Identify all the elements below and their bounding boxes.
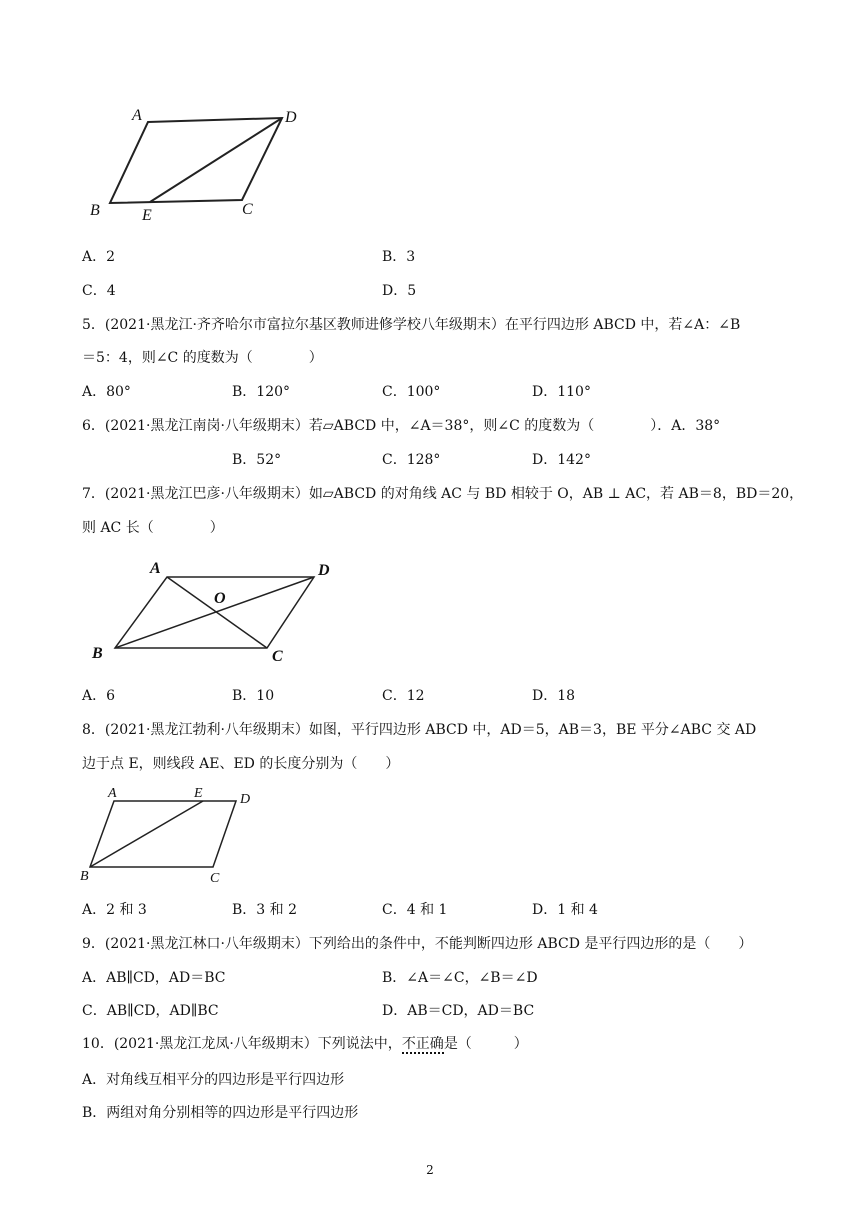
q4-option-d[interactable]: D．5	[382, 283, 417, 299]
q8-parallelogram-figure	[78, 783, 268, 888]
q5-option-d[interactable]: D．110°	[532, 384, 591, 400]
q8-label-b: B	[80, 869, 89, 884]
q8-label-e: E	[194, 786, 203, 801]
q7-parallelogram-figure	[82, 555, 352, 670]
q8-label-a: A	[108, 786, 117, 801]
q8-label-c: C	[210, 871, 220, 886]
q6-option-d[interactable]: D．142°	[532, 452, 591, 468]
page-number: 2	[426, 1163, 434, 1177]
q4-option-b[interactable]: B．3	[382, 249, 416, 265]
q5-stem-line1: 5．(2021·黑龙江·齐齐哈尔市富拉尔基区教师进修学校八年级期末）在平行四边形 ABCD 中，若∠A：∠B	[82, 317, 741, 333]
q7-label-a: A	[150, 560, 161, 577]
q4-label-b: B	[90, 202, 100, 219]
q7-label-c: C	[272, 648, 283, 665]
q4-option-c[interactable]: C．4	[82, 283, 116, 299]
q7-label-b: B	[92, 645, 103, 662]
q10-option-a[interactable]: A．对角线互相平分的四边形是平行四边形	[82, 1072, 345, 1088]
q7-option-d[interactable]: D．18	[532, 688, 576, 704]
q10-stem-line1	[82, 1035, 528, 1053]
q9-stem-line1: 9．(2021·黑龙江林口·八年级期末）下列给出的条件中，不能判断四边形 ABCD 是平行四边形的是（ ）	[82, 936, 753, 952]
q4-option-a[interactable]: A．2	[82, 249, 116, 265]
q10-stem-emphasis: 不正确	[401, 1036, 444, 1052]
q9-option-c[interactable]: C．AB∥CD，AD∥BC	[82, 1003, 219, 1019]
q8-stem-line1: 8．(2021·黑龙江勃利·八年级期末）如图，平行四边形 ABCD 中，AD＝5，AB＝3，BE 平分∠ABC 交 AD	[82, 722, 757, 738]
q4-label-e: E	[142, 207, 152, 224]
q7-label-o: O	[214, 590, 226, 607]
q6-stem-line1: 6．(2021·黑龙江南岗·八年级期末）若▱ABCD 中，∠A＝38°，则∠C 的度数为（ ）．A．38°	[82, 418, 721, 434]
q4-parallelogram-figure	[80, 100, 340, 230]
q8-option-d[interactable]: D．1 和 4	[532, 902, 598, 918]
q5-stem-line2: ＝5：4，则∠C 的度数为（ ）	[82, 350, 323, 366]
q8-label-d: D	[240, 792, 251, 807]
q4-label-c: C	[242, 201, 253, 218]
q9-option-a[interactable]: A．AB∥CD，AD＝BC	[82, 970, 226, 986]
q7-stem-line2: 则 AC 长（ ）	[82, 520, 224, 536]
q10-stem-prefix: 10．(2021·黑龙江龙凤·八年级期末）下列说法中，	[82, 1036, 402, 1052]
q10-option-b[interactable]: B．两组对角分别相等的四边形是平行四边形	[82, 1105, 359, 1121]
q5-option-b[interactable]: B．120°	[232, 384, 291, 400]
q8-stem-line2: 边于点 E，则线段 AE、ED 的长度分别为（ ）	[82, 756, 400, 772]
q7-label-d: D	[318, 562, 330, 579]
q6-option-c[interactable]: C．128°	[382, 452, 441, 468]
q4-label-d: D	[285, 109, 297, 126]
q7-option-c[interactable]: C．12	[382, 688, 425, 704]
q7-option-b[interactable]: B．10	[232, 688, 275, 704]
q5-option-a[interactable]: A．80°	[82, 384, 131, 400]
q4-label-a: A	[132, 107, 142, 124]
q9-option-b[interactable]: B．∠A＝∠C，∠B＝∠D	[382, 970, 538, 986]
q8-option-a[interactable]: A．2 和 3	[82, 902, 147, 918]
q10-stem-suffix: 是（ ）	[443, 1036, 528, 1052]
q9-option-d[interactable]: D．AB＝CD，AD＝BC	[382, 1003, 535, 1019]
q7-stem-line1: 7．(2021·黑龙江巴彦·八年级期末）如▱ABCD 的对角线 AC 与 BD 相较于 O，AB ⊥ AC，若 AB＝8，BD＝20，	[82, 486, 804, 502]
q8-option-c[interactable]: C．4 和 1	[382, 902, 448, 918]
q6-option-b[interactable]: B．52°	[232, 452, 282, 468]
q8-option-b[interactable]: B．3 和 2	[232, 902, 298, 918]
q5-option-c[interactable]: C．100°	[382, 384, 441, 400]
q7-option-a[interactable]: A．6	[82, 688, 116, 704]
